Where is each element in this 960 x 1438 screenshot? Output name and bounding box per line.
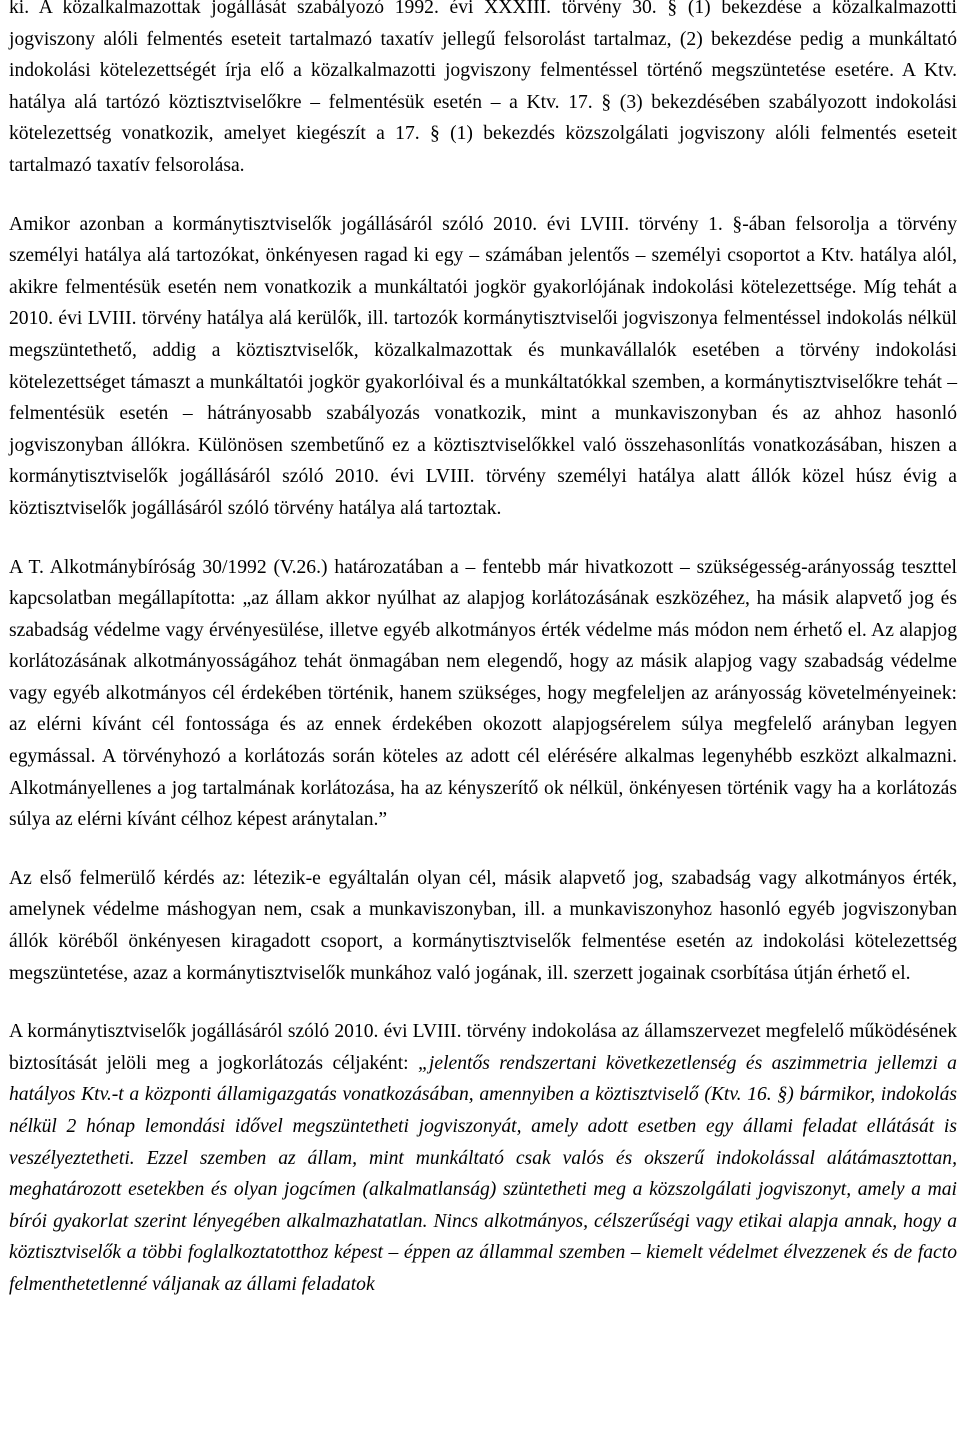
quoted-italic-text: „jelentős rendszertani következetlenség és aszimmetria jellemzi a hatályos Ktv.-t a központi államigazgatás vonatkozásában, amennyiben a köztisztviselő (Ktv. 16. §) bármikor, indokolás nélkül 2 hónap lemondási idővel megszüntetheti jogviszonyát, amely adott esetben egy állami feladat ellátását is veszélyeztetheti. Ezzel szemben az állam, mint munkáltató csak valós és okszerű indokolással alátámasztottan, meghatározott esetekben és olyan jogcímen (alkalmatlanság) szüntetheti meg a közszolgálati jogviszonyt, amely a mai bírói gyakorlat szerint lényegében alkalmazhatatlan. Nincs alkotmányos, célszerűségi vagy etikai alapja annak, hogy a köztisztviselők a többi foglalkoztatotthoz képest – éppen az állammal szemben – kiemelt védelmet élvezzenek és de facto felmenthetetlenné váljanak az állami feladatok	[9, 1052, 957, 1295]
paragraph-alkotmanybirosag-hatarozat: A T. Alkotmánybíróság 30/1992 (V.26.) határozatában a – fentebb már hivatkozott – szükségesség-arányosság teszttel kapcsolatban megállapította: „az állam akkor nyúlhat az alapjog korlátozásának eszközéhez, ha másik alapvető jog és szabadság védelme vagy érvényesülése, illetve egyéb alkotmányos érték védelme más módon nem érhető el. Az alapjog korlátozásának alkotmányosságához tehát önmagában nem elegendő, hogy az másik alapjog vagy szabadság védelme vagy egyéb alkotmányos cél érdekében történik, hanem szükséges, hogy megfeleljen az arányosság követelményeinek: az elérni kívánt cél fontossága és az ennek érdekében okozott alapjogsérelem súlya megfelelő arányban legyen egymással. A törvényhozó a korlátozás során köteles az adott cél elérésére alkalmas legenyhébb eszközt alkalmazni. Alkotmányellenes a jog tartalmának korlátozása, ha az kényszerítő ok nélkül, önkényesen történik vagy ha a korlátozás súlya az elérni kívánt célhoz képest aránytalan.”	[9, 556, 957, 831]
paragraph-plain-text: A kormánytisztviselők jogállásáról szóló 2010. évi LVIII. törvény indokolása az államszervezet megfelelő működésének biztosítását jelöli meg a jogkorlátozás céljaként:	[9, 1021, 957, 1074]
paragraph-gap	[9, 525, 957, 552]
paragraph-gap	[9, 182, 957, 209]
paragraph-gap	[9, 989, 957, 1016]
document-page	[9, 0, 957, 1301]
paragraph-kormanytisztviselok-hatalya: Amikor azonban a kormánytisztviselők jogállásáról szóló 2010. évi LVIII. törvény 1. §-ában felsorolja a törvény személyi hatálya alá tartozókat, önkényesen ragad ki egy – számában jelentős – személyi csoportot a Ktv. hatálya alól, akikre felmentésük esetén nem vonatkozik a munkáltatói jogkör gyakorlójának indokolási kötelezettsége. Míg tehát a 2010. évi LVIII. törvény hatálya alá kerülők, ill. tartozók kormánytisztviselői jogviszonya felmentéssel indokolás nélkül megszüntethető, addig a köztisztviselők, közalkalmazottak és munkavállalók esetében a törvény indokolási kötelezettséget támaszt a munkáltatói jogkör gyakorlóival és a munkáltatókkal szemben, a kormánytisztviselőkre tehát – felmentésük esetén – hátrányosabb szabályozás vonatkozik, mint a munkaviszonyban és az ahhoz hasonló jogviszonyban állókra. Különösen szembetűnő ez a köztisztviselőkkel való összehasonlítás vonatkozásában, hiszen a kormánytisztviselők jogállásáról szóló 2010. évi LVIII. törvény személyi hatálya alatt állók közel húsz évig a köztisztviselők jogállásáról szóló törvény hatálya alá tartoztak.	[9, 213, 957, 519]
paragraph-torveny-indokolasa	[9, 1016, 957, 1300]
paragraph-gap	[9, 836, 957, 863]
paragraph-elso-kerdes: Az első felmerülő kérdés az: létezik-e egyáltalán olyan cél, másik alapvető jog, szabadság vagy alkotmányos érték, amelynek védelme máshogyan nem, csak a munkaviszonyban, ill. a munkaviszonyhoz hasonló egyéb jogviszonyban állók köréből önkényesen kiragadott csoport, a kormánytisztviselők felmentése esetén az indokolási kötelezettség megszüntetése, azaz a kormánytisztviselők munkához való jogának, ill. szerzett jogainak csorbítása útján érhető el.	[9, 867, 957, 984]
paragraph-kozalkalmazottak: ki. A közalkalmazottak jogállását szabályozó 1992. évi XXXIII. törvény 30. § (1) bekezdése a közalkalmazotti jogviszony alóli felmentés eseteit tartalmazó taxatív jellegű felsorolást tartalmaz, (2) bekezdése pedig a munkáltató indokolási kötelezettségét írja elő a közalkalmazotti jogviszony felmentéssel történő megszüntetése esetére. A Ktv. hatálya alá tartózó köztisztviselőkre – felmentésük esetén – a Ktv. 17. § (3) bekezdésében szabályozott indokolási kötelezettség vonatkozik, amelyet kiegészít a 17. § (1) bekezdés közszolgálati jogviszony alóli felmentés eseteit tartalmazó taxatív felsorolása.	[9, 0, 957, 176]
